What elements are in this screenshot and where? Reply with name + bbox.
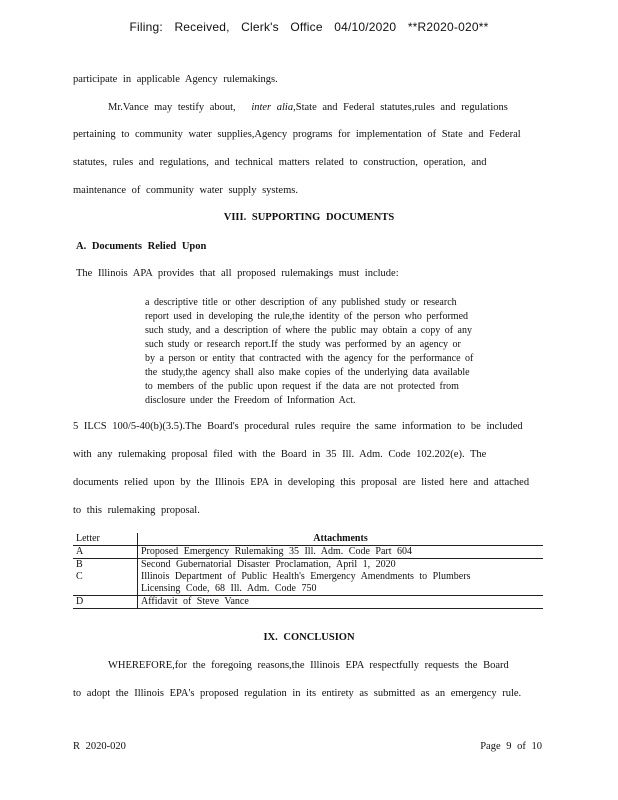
footer-page-number: Page 9 of 10 — [480, 741, 542, 752]
row-attachment: Proposed Emergency Rulemaking 35 Ill. Adm. Code Part 604 — [138, 546, 544, 559]
paragraph-line: WHEREFORE,for the foregoing reasons,the Illinois EPA respectfully requests the Board — [108, 660, 509, 671]
paragraph-line: 5 ILCS 100/5-40(b)(3.5).The Board's procedural rules require the same information to be included — [73, 421, 523, 432]
subsection-heading-documents-relied-upon: A. Documents Relied Upon — [76, 241, 207, 252]
table-row — [73, 596, 543, 609]
italic-phrase: inter alia — [251, 102, 294, 113]
quote-line: such study or research report.If the study was performed by an agency or — [145, 339, 461, 350]
paragraph-line: to adopt the Illinois EPA's proposed regulation in its entirety as submitted as an emergency rule. — [73, 688, 522, 699]
paragraph-line: documents relied upon by the Illinois EPA in developing this proposal are listed here and attached — [73, 477, 530, 488]
block-quote — [145, 296, 525, 408]
paragraph-line: pertaining to community water supplies,Agency programs for implementation of State and Federal — [73, 129, 521, 140]
paragraph-line: The Illinois APA provides that all proposed rulemakings must include: — [76, 268, 399, 279]
quote-line: to members of the public upon request if the data are not protected from — [145, 381, 459, 392]
table-row — [73, 583, 543, 596]
paragraph-line: with any rulemaking proposal filed with the Board in 35 Ill. Adm. Code 102.202(e). The — [73, 449, 487, 460]
column-header-letter: Letter — [73, 533, 138, 546]
quote-line: such study, and a description of where the public may obtain a copy of any — [145, 325, 472, 336]
quote-line: the study,the agency shall also make copies of the underlying data available — [145, 367, 470, 378]
attachments-table — [73, 533, 543, 609]
table-row — [73, 546, 543, 559]
quote-line: by a person or entity that contracted with the agency for the performance of — [145, 353, 474, 364]
table-row — [73, 559, 543, 572]
row-attachment: Licensing Code, 68 Ill. Adm. Code 750 — [141, 583, 317, 594]
paragraph-line: participate in applicable Agency rulemakings. — [73, 74, 278, 85]
paragraph-line — [108, 102, 508, 113]
row-attachment: Affidavit of Steve Vance — [138, 596, 544, 609]
text-run: Mr.Vance may testify about, — [108, 102, 236, 113]
section-heading-supporting-documents: VIII. SUPPORTING DOCUMENTS — [223, 212, 395, 223]
table-header-row — [73, 533, 543, 546]
table-row — [73, 571, 543, 583]
paragraph-line: statutes, rules and regulations, and technical matters related to construction, operation, and — [73, 157, 487, 168]
text-run: ,State and Federal statutes,rules and regulations — [293, 102, 508, 113]
footer-docket-number: R 2020-020 — [73, 741, 126, 752]
quote-line: disclosure under the Freedom of Information Act. — [145, 395, 356, 406]
quote-line: a descriptive title or other description of any published study or research — [145, 297, 457, 308]
column-header-attachments: Attachments — [313, 533, 368, 544]
row-letter: B — [73, 559, 138, 572]
row-attachment: Illinois Department of Public Health's Emergency Amendments to Plumbers — [141, 571, 471, 582]
row-attachment: Second Gubernatorial Disaster Proclamation, April 1, 2020 — [138, 559, 544, 572]
filing-stamp-header: Filing: Received, Clerk's Office 04/10/2020 **R2020-020** — [129, 20, 489, 34]
quote-line: report used in developing the rule,the identity of the person who performed — [145, 311, 469, 322]
paragraph-line: maintenance of community water supply systems. — [73, 185, 298, 196]
paragraph-line: to this rulemaking proposal. — [73, 505, 200, 516]
section-heading-conclusion: IX. CONCLUSION — [263, 632, 355, 643]
row-letter: A — [73, 546, 138, 559]
row-letter: C — [73, 571, 138, 583]
row-letter — [73, 583, 138, 596]
row-letter: D — [73, 596, 138, 609]
